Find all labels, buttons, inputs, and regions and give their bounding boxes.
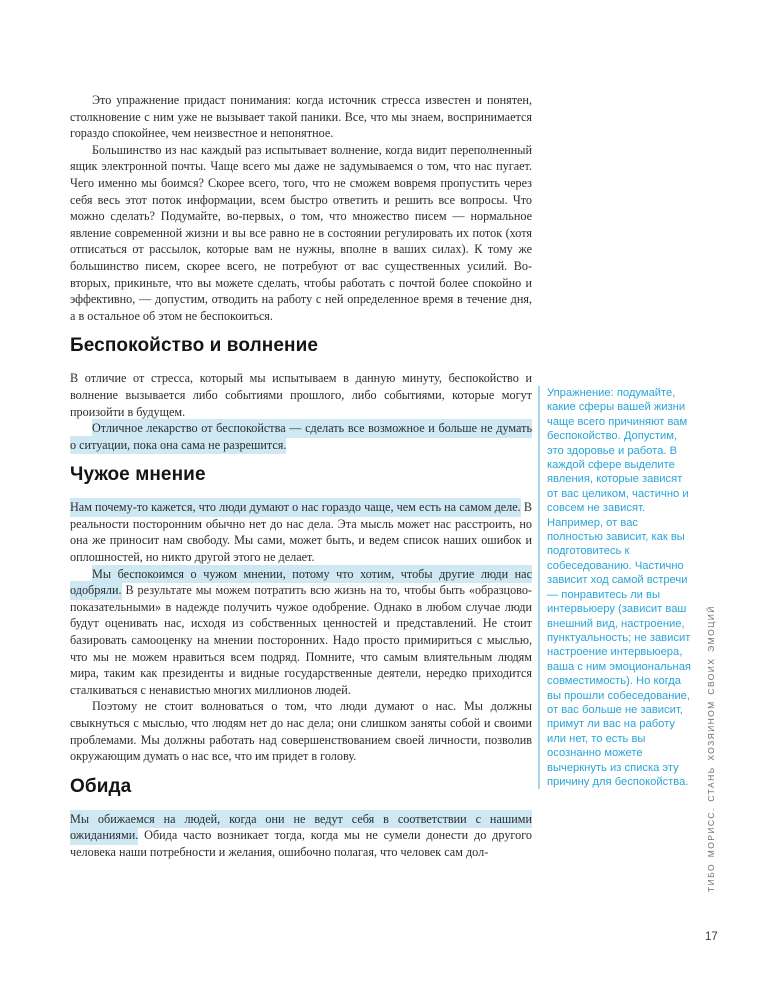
section-heading: Обида — [70, 775, 132, 797]
body-text: Обида часто возникает тогда, когда мы не сумели донести до другого человека наши потребности и желания, ошибочно полагая, что человек сам дол- — [70, 828, 532, 859]
page-number: 17 — [705, 931, 718, 943]
highlighted-text: Нам почему-то кажется, что люди думают о нас гораздо чаще, чем есть на самом деле. — [70, 498, 521, 517]
sections — [70, 334, 532, 860]
body-text: Поэтому не стоит волноваться о том, что люди думают о нас. Мы должны свыкнуться с мыслью, что людям нет до нас дела; они слишком заняты собой и своими проблемами. Мы должны работать над совершенствованием своей личности, позволив окружающим думать о нас все, что им придет в голову. — [70, 699, 532, 764]
paragraph — [70, 142, 532, 325]
body-text: Это упражнение придаст понимания: когда источник стресса известен и понятен, столкновение с ним уже не вызывает такой паники. Все, что мы знаем, воспринимается гораздо спокойнее, чем неизвестное и непонятное. — [70, 93, 532, 141]
highlighted-text: Мы обижаемся на людей, когда они не ведут себя в соответствии с нашими ожиданиями. — [70, 810, 532, 845]
body-text: В реальности посторонним обычно нет до нас дела. Эта мысль может нас расстроить, но она же приносит нам свободу. Мы сами, может быть, и ведем список наших ошибок и оплошностей, но никто другой этого не делает. — [70, 500, 532, 565]
paragraph — [70, 499, 532, 565]
section-heading: Чужое мнение — [70, 464, 206, 486]
paragraph — [70, 92, 532, 142]
highlighted-text: Мы беспокоимся о чужом мнении, потому что хотим, чтобы другие люди нас одобряли. — [70, 565, 532, 600]
paragraph — [70, 566, 532, 699]
intro-paragraphs — [70, 92, 532, 324]
highlighted-text: Отличное лекарство от беспокойства — сделать все возможное и больше не думать о ситуации, пока она сама не разрешится. — [70, 419, 532, 454]
body-text: В отличие от стресса, который мы испытываем в данную минуту, беспокойство и волнение вызывается либо событиями прошлого, либо событиями, которые могут произойти в будущем. — [70, 371, 532, 419]
paragraph — [70, 420, 532, 453]
main-text-column — [70, 92, 532, 861]
body-text: В результате мы можем потратить всю жизнь на то, чтобы быть «образцово-показательными» в надежде получить чужое одобрение. Однако в любом случае люди будут оценивать нас, исходя из собственных ценностей и представлений. Не стоит базировать самооценку на мнении посторонних. Надо просто примириться с мыслью, что мы не можем нравиться всем подряд. Помните, что самым влиятельным людям мира, таким как президенты и видные государственные деятели, нередко приходится сталкиваться с ненавистью многих миллионов людей. — [70, 583, 532, 697]
paragraph — [70, 698, 532, 764]
book-title-vertical: ТИБО МОРИСС. СТАНЬ ХОЗЯИНОМ СВОИХ ЭМОЦИЙ — [706, 605, 716, 892]
paragraph — [70, 811, 532, 861]
margin-note — [538, 386, 696, 789]
paragraph — [70, 370, 532, 420]
section-heading: Беспокойство и волнение — [70, 335, 319, 357]
margin-note-text: Упражнение: подумайте, какие сферы вашей жизни чаще всего причиняют вам беспокойство. Допустим, это здоровье и работа. В каждой сфере выделите явления, которые зависят от вас целиком, частично и совсем не зависят. Например, от вас полностью зависит, как вы подготовитесь к собеседованию. Частично зависит ход самой встречи — понравитесь ли вы интервьюеру (зависит ваш внешний вид, настроение, пунктуальность; не зависит настроение интервьюера, ваша с ним эмоциональная совместимость). Но когда вы прошли собеседование, от вас больше не зависит, примут ли вас на работу или нет, то есть вы осознанно можете вычеркнуть из списка эту причину для беспокойства. — [547, 387, 691, 788]
body-text: Большинство из нас каждый раз испытывает волнение, когда видит переполненный ящик электронной почты. Чаще всего мы даже не задумываемся о том, что нас пугает. Чего именно мы боимся? Скорее всего, того, что не сможем вовремя пропустить через себя весь этот поток информации, всем быстро ответить и решить все вопросы. Что можно сделать? Подумайте, во-первых, о том, что множество писем — нормальное явление современной жизни и вы все равно не в состоянии регулировать их поток (хотя отписаться от рассылок, которые вам не нужны, вполне в ваших силах). К тому же большинство писем, скорее всего, не потребуют от вас существенных усилий. Во-вторых, прикиньте, что вы можете сделать, чтобы работать с почтой более спокойно и эффективно, — допустим, отводить на работу с ней определенное время в течение дня, а в остальное об этом не беспокоиться. — [70, 142, 532, 323]
